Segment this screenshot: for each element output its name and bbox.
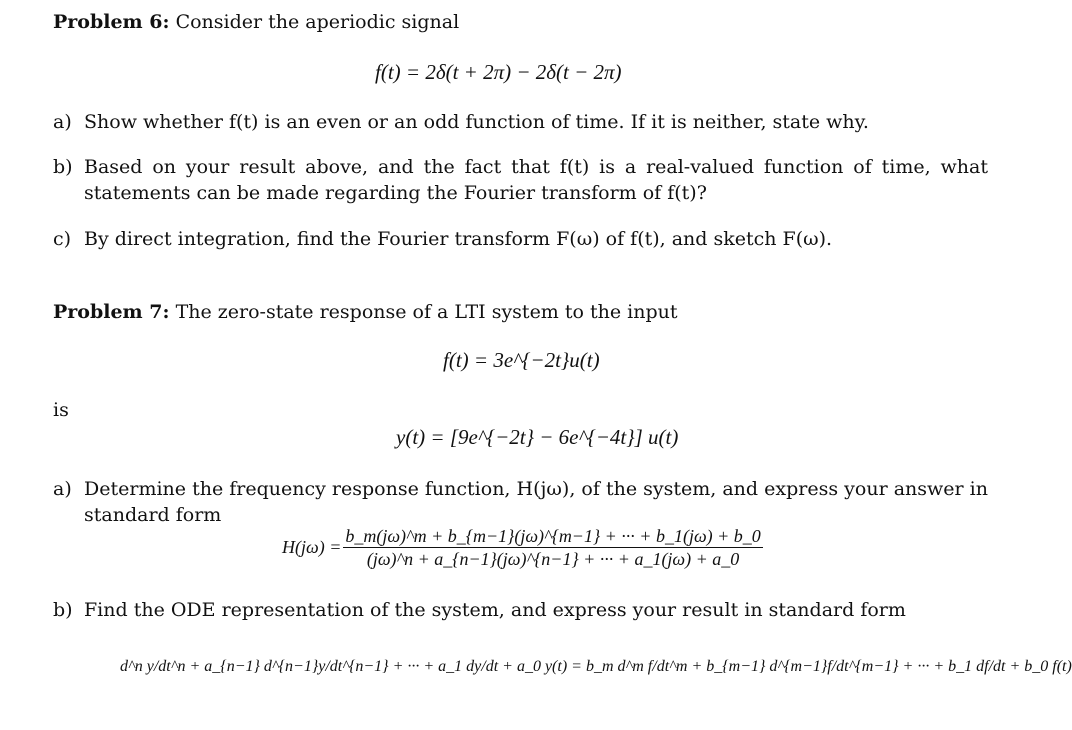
problem-6-part-c-text: By direct integration, find the Fourier transform F(ω) of f(t), and sketch F(ω). xyxy=(84,228,833,250)
problem-7-input-equation: f(t) = 3e^{−2t}u(t) xyxy=(443,348,600,372)
ode-equation: d^n y/dt^n + a_{n−1} d^{n−1}y/dt^{n−1} + ··· + a_1 dy/dt + a_0 y(t) = b_m d^m f/dt^m + b_{m−1} d^{m−1}f/dt^{m−1} + ··· + b_1 df/dt + b_0 f(t) xyxy=(120,658,1072,675)
problem-6-part-b-line2: statements can be made regarding the Fourier transform of f(t)? xyxy=(84,182,707,204)
problem-6-part-b-line1: Based on your result above, and the fact that f(t) is a real-valued function of time, what xyxy=(84,156,988,178)
problem-6-part-c-label: c) xyxy=(53,228,72,250)
problem-6-intro: Consider the aperiodic signal xyxy=(175,11,460,33)
hjw-lhs: H(jω) = xyxy=(282,537,342,557)
problem-7-part-b-text: Find the ODE representation of the system, and express your result in standard form xyxy=(84,599,906,621)
problem-6-part-a-label: a) xyxy=(53,111,72,133)
transfer-function-equation xyxy=(282,525,765,570)
problem-7-is-label: is xyxy=(53,399,69,421)
hjw-numerator: b_m(jω)^m + b_{m−1}(jω)^{m−1} + ··· + b_1(jω) + b_0 xyxy=(345,526,761,546)
problem-7-heading xyxy=(53,300,678,324)
problem-7-part-b-label: b) xyxy=(53,599,73,621)
problem-6-heading xyxy=(53,10,459,34)
problem-6-equation: f(t) = 2δ(t + 2π) − 2δ(t − 2π) xyxy=(375,60,622,84)
problem-7-part-a-line1: Determine the frequency response function, H(jω), of the system, and express your answer in xyxy=(84,478,988,500)
problem-7-output-equation: y(t) = [9e^{−2t} − 6e^{−4t}] u(t) xyxy=(396,425,679,449)
problem-7-part-a-line2: standard form xyxy=(84,504,222,526)
problem-6-label: Problem 6: xyxy=(53,11,170,33)
problem-7-part-a-label: a) xyxy=(53,478,72,500)
problem-7-intro: The zero-state response of a LTI system to the input xyxy=(175,301,678,323)
problem-6-part-b-label: b) xyxy=(53,156,73,178)
hjw-denominator: (jω)^n + a_{n−1}(jω)^{n−1} + ··· + a_1(jω) + a_0 xyxy=(366,549,740,569)
problem-7-label: Problem 7: xyxy=(53,301,170,323)
problem-6-part-a-text: Show whether f(t) is an even or an odd function of time. If it is neither, state why. xyxy=(84,111,869,133)
hjw-fraction xyxy=(343,525,762,570)
